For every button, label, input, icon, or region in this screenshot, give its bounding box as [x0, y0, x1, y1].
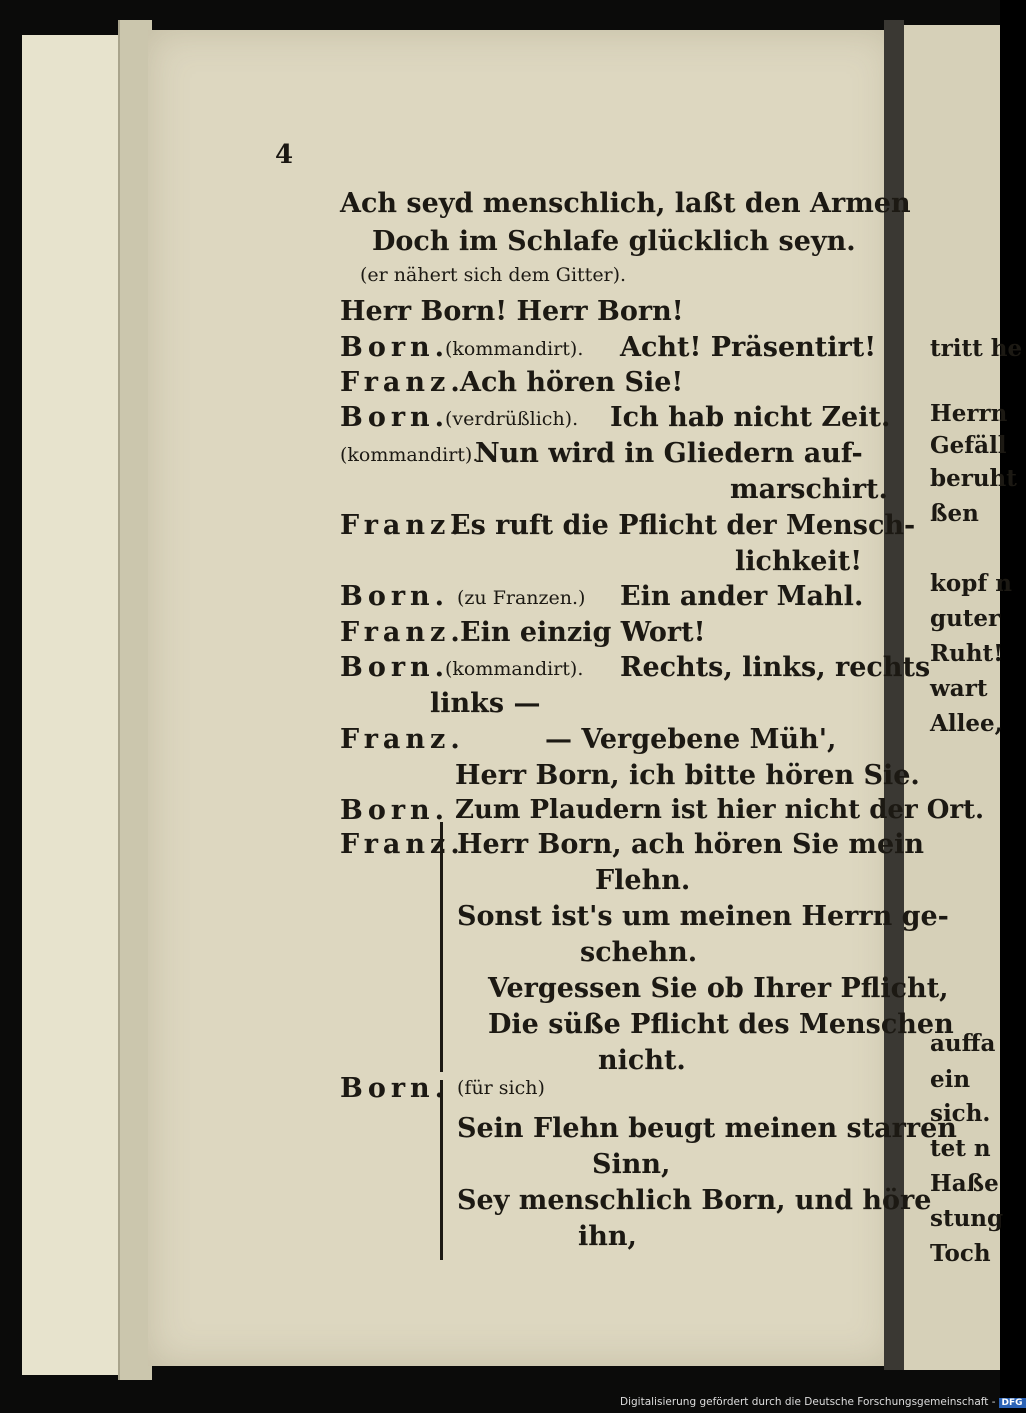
verse-line: Herr Born, ach hören Sie mein: [457, 829, 925, 860]
facing-page-text: kopf n: [930, 570, 1012, 597]
verse-line: links —: [430, 688, 541, 719]
stage-direction: (kommandirt).: [340, 444, 479, 466]
stage-direction: (zu Franzen.): [457, 587, 586, 609]
facing-page-text: auffa: [930, 1030, 996, 1057]
verse-line: marschirt.: [730, 474, 888, 505]
facing-page-text: guter: [930, 605, 1001, 632]
facing-page-text: Ruht!: [930, 640, 1004, 667]
book-gutter: [884, 20, 904, 1370]
verse-line: ihn,: [578, 1221, 637, 1252]
speaker-name: Born.: [340, 332, 450, 363]
verse-line: Die süße Pflicht des Menschen: [488, 1009, 954, 1040]
speaker-name: Born.: [340, 1073, 450, 1104]
facing-page-text: wart: [930, 675, 988, 702]
verse-line: Ein einzig Wort!: [460, 617, 706, 648]
verse-line: — Vergebene Müh',: [545, 724, 837, 755]
footer-credit: [620, 1396, 1026, 1408]
facing-page-text: Gefäll: [930, 432, 1007, 459]
facing-page-text: sich.: [930, 1100, 991, 1127]
verse-line: Doch im Schlafe glücklich seyn.: [372, 226, 856, 257]
verse-line: Ach seyd menschlich, laßt den Armen: [340, 188, 911, 219]
stage-direction: (kommandirt).: [445, 338, 584, 360]
verse-line: Vergessen Sie ob Ihrer Pflicht,: [488, 973, 949, 1004]
verse-line: Nun wird in Gliedern auf-: [475, 438, 863, 469]
speaker-name: Franz.: [340, 367, 465, 398]
speaker-name: Born.: [340, 652, 450, 683]
verse-line: Flehn.: [595, 865, 691, 896]
speaker-name: Born.: [340, 581, 450, 612]
facing-page-text: beruht: [930, 465, 1017, 492]
facing-page-text: stung: [930, 1205, 1004, 1232]
verse-line: Sein Flehn beugt meinen starren: [457, 1113, 957, 1144]
stage-direction: (verdrüßlich).: [445, 408, 579, 430]
speaker-name: Franz.: [340, 724, 465, 755]
speaker-brace: [440, 822, 449, 1072]
facing-page-text: Haße: [930, 1170, 999, 1197]
verse-line: Ach hören Sie!: [460, 367, 684, 398]
footer-text: Digitalisierung gefördert durch die Deutsche Forschungsgemeinschaft -: [620, 1396, 996, 1408]
facing-page-text: Toch: [930, 1240, 991, 1267]
verse-line: nicht.: [598, 1045, 686, 1076]
facing-page-text: tet n: [930, 1135, 991, 1162]
facing-page-text: Herrn: [930, 400, 1008, 427]
verse-line: Sinn,: [592, 1149, 671, 1180]
verse-line: Herr Born, ich bitte hören Sie.: [455, 760, 920, 791]
facing-page-text: Allee,: [930, 710, 1003, 737]
speaker-name: Born.: [340, 402, 450, 433]
facing-page-text: ein: [930, 1066, 971, 1093]
speaker-name: Franz.: [340, 510, 465, 541]
speaker-name: Franz.: [340, 829, 465, 860]
paper-slip: [22, 35, 132, 1375]
verse-line: Ein ander Mahl.: [620, 581, 864, 612]
verse-line: Zum Plaudern ist hier nicht der Ort.: [455, 795, 985, 825]
verse-line: schehn.: [580, 937, 698, 968]
page-number: 4: [275, 140, 294, 170]
speaker-name: Born.: [340, 795, 450, 826]
speaker-name: Franz.: [340, 617, 465, 648]
stage-direction: (er nähert sich dem Gitter).: [360, 264, 627, 286]
speaker-brace: [440, 1080, 449, 1260]
verse-line: Ich hab nicht Zeit.: [610, 402, 891, 433]
verse-line: Herr Born! Herr Born!: [340, 296, 684, 327]
facing-page-text: ßen: [930, 500, 979, 527]
verse-line: lichkeit!: [735, 546, 863, 577]
page-edge: [118, 20, 152, 1380]
verse-line: Sonst ist's um meinen Herrn ge-: [457, 901, 949, 932]
dfg-logo: DFG: [999, 1398, 1026, 1408]
verse-line: Acht! Präsentirt!: [620, 332, 877, 363]
verse-line: Rechts, links, rechts: [620, 652, 931, 683]
verse-line: Sey menschlich Born, und höre: [457, 1185, 932, 1216]
verse-line: Es ruft die Pflicht der Mensch-: [450, 510, 916, 541]
stage-direction: (für sich): [457, 1077, 545, 1099]
facing-page-text: tritt he: [930, 335, 1023, 362]
stage-direction: (kommandirt).: [445, 658, 584, 680]
